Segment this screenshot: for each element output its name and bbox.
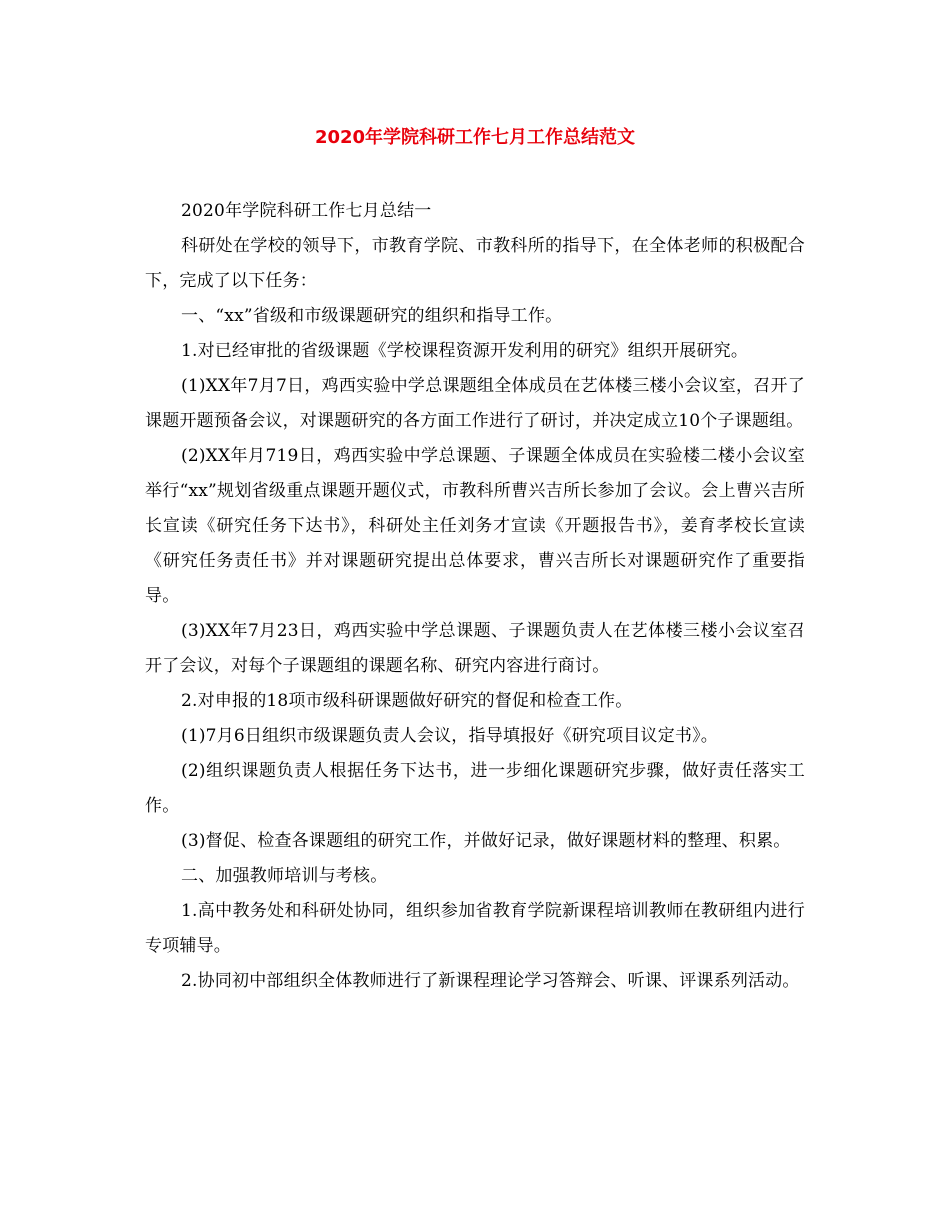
paragraph-item-2: 2.对申报的18项市级科研课题做好研究的督促和检查工作。 — [181, 691, 633, 711]
paragraph-training-2: 2.协同初中部组织全体教师进行了新课程理论学习答辩会、听课、评课系列活动。 — [181, 971, 800, 991]
paragraph-item-1-2: (2)XX年月719日，鸡西实验中学总课题、子课题全体成员在实验楼二楼小会议室举行“xx”规划省级重点课题开题仪式，市教科所曹兴吉所长参加了会议。会上曹兴吉所长宣读《研究任务下达书》，科研处主任刘务才宣读《开题报告书》，姜育孝校长宣读《研究任务责任书》并对课题研究提出总体要求，曹兴吉所长对课题研究作了重要指导。 — [145, 446, 805, 606]
paragraph-item-2-3: (3)督促、检查各课题组的研究工作，并做好记录，做好课题材料的整理、积累。 — [181, 831, 791, 851]
paragraph-intro: 科研处在学校的领导下，市教育学院、市教科所的指导下，在全体老师的积极配合下，完成了以下任务： — [145, 236, 805, 291]
paragraph-section-1-heading: 一、“xx”省级和市级课题研究的组织和指导工作。 — [181, 306, 563, 326]
document-title: 2020年学院科研工作七月工作总结范文 — [314, 127, 636, 148]
document-body — [145, 194, 805, 999]
paragraph-section-2-heading: 二、加强教师培训与考核。 — [181, 866, 388, 886]
paragraph-item-2-2: (2)组织课题负责人根据任务下达书，进一步细化课题研究步骤，做好责任落实工作。 — [145, 761, 805, 816]
paragraph-training-1: 1.高中教务处和科研处协同，组织参加省教育学院新课程培训教师在教研组内进行专项辅导。 — [145, 901, 805, 956]
paragraph-item-1-1: (1)XX年7月7日，鸡西实验中学总课题组全体成员在艺体楼三楼小会议室，召开了课题开题预备会议，对课题研究的各方面工作进行了研讨，并决定成立10个子课题组。 — [145, 376, 805, 431]
paragraph-summary-heading: 2020年学院科研工作七月总结一 — [181, 201, 432, 221]
paragraph-item-1-3: (3)XX年7月23日，鸡西实验中学总课题、子课题负责人在艺体楼三楼小会议室召开了会议，对每个子课题组的课题名称、研究内容进行商讨。 — [145, 621, 805, 676]
paragraph-item-1: 1.对已经审批的省级课题《学校课程资源开发利用的研究》组织开展研究。 — [181, 341, 749, 361]
paragraph-item-2-1: (1)7月6日组织市级课题负责人会议，指导填报好《研究项目议定书》。 — [181, 726, 719, 746]
